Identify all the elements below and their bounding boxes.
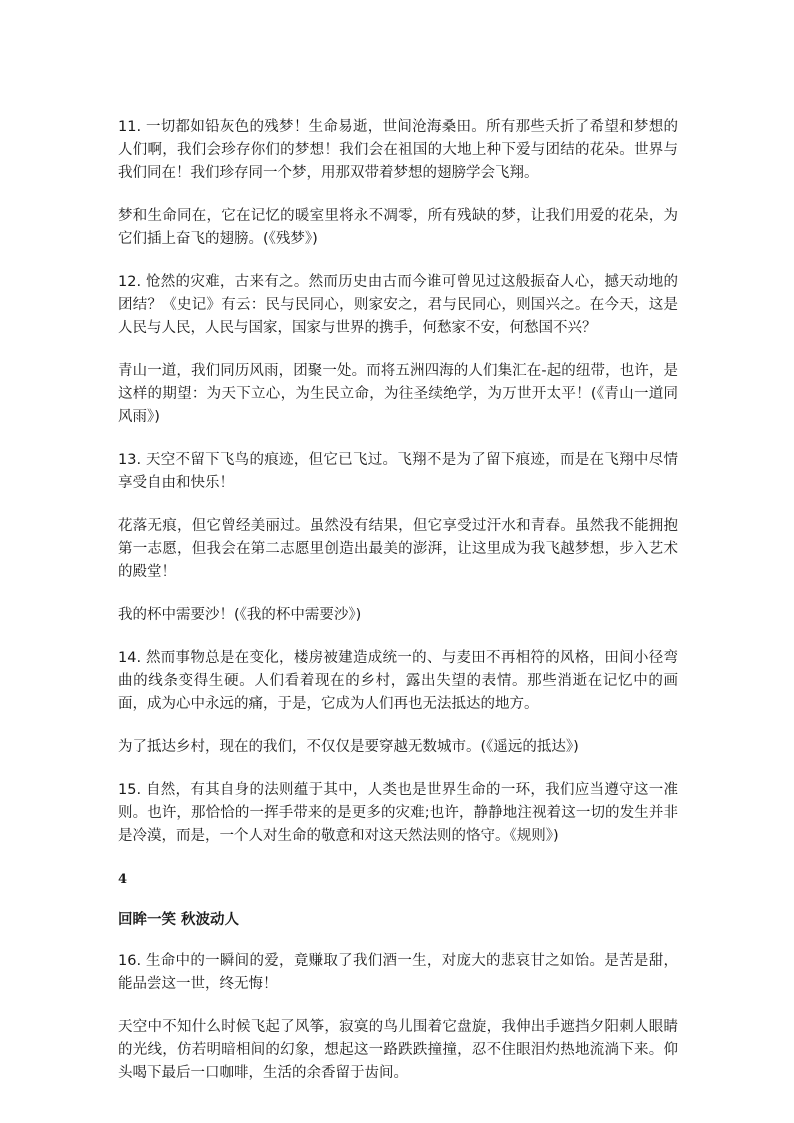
paragraph-16-continued: 天空中不知什么时候飞起了风筝，寂寞的鸟儿围着它盘旋，我伸出手遮挡夕阳刺人眼睛的光线，仿若明暗相间的幻象，想起这一路跌跌撞撞，忍不住眼泪灼热地流淌下来。仰头喝下最后一口咖啡，生活的余香留于齿间。 xyxy=(118,1019,678,1081)
paragraph-14: 14. 然而事物总是在变化，楼房被建造成统一的、与麦田不再相符的风格，田间小径弯曲的线条变得生硬。人们看着现在的乡村，露出失望的表情。那些消逝在记忆中的画面，成为心中永远的痛，于是，它成为人们再也无法抵达的地方。 xyxy=(118,650,678,712)
paragraph-12: 12. 怆然的灾难，古来有之。然而历史由古而今谁可曾见过这般振奋人心，撼天动地的团结？《史记》有云：民与民同心，则家安之，君与民同心，则国兴之。在今天，这是人民与人民，人民与国家，国家与世界的携手，何愁家不安，何愁国不兴？ xyxy=(118,274,678,336)
paragraph-16: 16. 生命中的一瞬间的爱，竟赚取了我们酒一生，对庞大的悲哀甘之如饴。是苦是甜，能品尝这一世，终无悔！ xyxy=(118,953,678,992)
section-number: 4 xyxy=(118,872,128,887)
paragraph-12-continued: 青山一道，我们同历风雨，团聚一处。而将五洲四海的人们集汇在-起的纽带，也许，是这样的期望：为天下立心，为生民立命，为往圣续绝学，为万世开太平！(《青山一道同风雨》) xyxy=(118,363,678,425)
paragraph-15: 15. 自然，有其自身的法则蕴于其中，人类也是世界生命的一环，我们应当遵守这一准则。也许，那恰恰的一挥手带来的是更多的灾难;也许，静静地注视着这一切的发生并非是冷漠，而是，一个人对生命的敬意和对这天然法则的恪守。《规则》) xyxy=(118,782,678,844)
section-title: 回眸一笑 秋波动人 xyxy=(118,912,240,928)
paragraph-13-continued: 花落无痕，但它曾经美丽过。虽然没有结果，但它享受过汗水和青春。虽然我不能拥抱第一志愿，但我会在第二志愿里创造出最美的澎湃，让这里成为我飞越梦想，步入艺术的殿堂！ xyxy=(118,518,678,580)
paragraph-13-end: 我的杯中需要沙！(《我的杯中需要沙》) xyxy=(118,607,362,623)
paragraph-13: 13. 天空不留下飞鸟的痕迹，但它已飞过。飞翔不是为了留下痕迹，而是在飞翔中尽情享受自由和快乐！ xyxy=(118,452,678,491)
document-page xyxy=(118,116,678,1105)
paragraph-14-continued: 为了抵达乡村，现在的我们，不仅仅是要穿越无数城市。(《遥远的抵达》) xyxy=(118,739,579,755)
paragraph-11-continued: 梦和生命同在，它在记忆的暖室里将永不凋零，所有残缺的梦，让我们用爱的花朵，为它们插上奋飞的翅膀。(《残梦》) xyxy=(118,208,678,247)
paragraph-11: 11. 一切都如铅灰色的残梦！生命易逝，世间沧海桑田。所有那些夭折了希望和梦想的人们啊，我们会珍存你们的梦想！我们会在祖国的大地上种下爱与团结的花朵。世界与我们同在！我们珍存同一个梦，用那双带着梦想的翅膀学会飞翔。 xyxy=(118,119,678,181)
